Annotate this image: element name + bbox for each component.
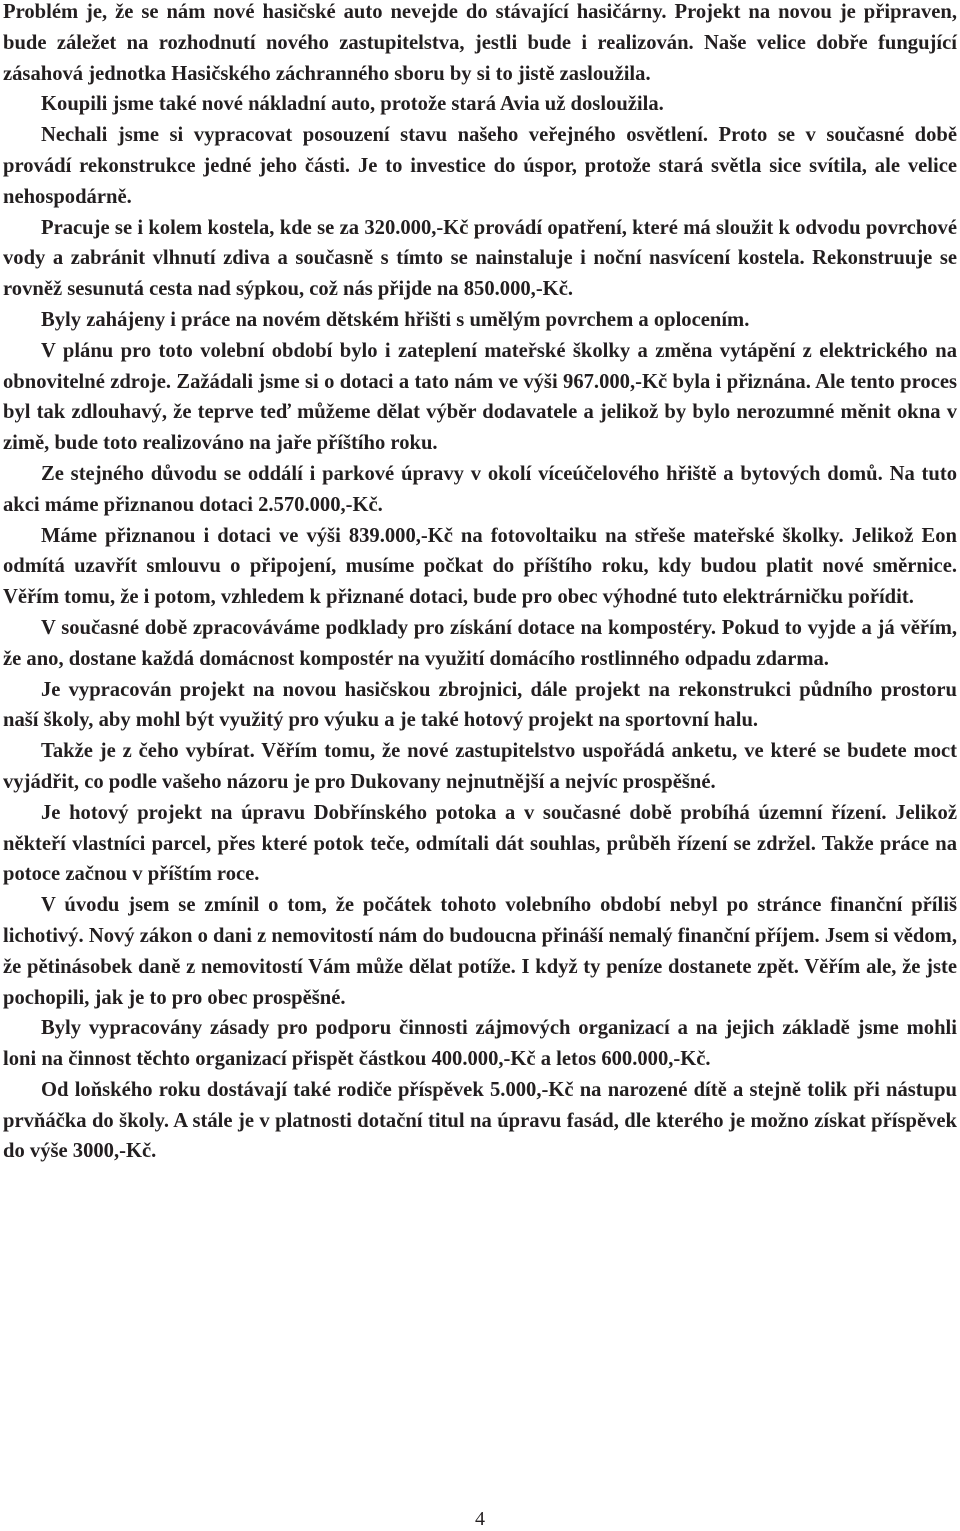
paragraph-organizations: Byly vypracovány zásady pro podporu činnosti zájmových organizací a na jejich základě jsme mohli loni na činnost těchto organizací přispět částkou 400.000,-Kč a letos 600.000,-Kč. (3, 1017, 957, 1071)
paragraph-fire-station: Problém je, že se nám nové hasičské auto nevejde do stávající hasičárny. Projekt na novou je připraven, bude záležet na rozhodnutí nového zastupitelstva, jestli bude i realizován. Naše velice dobře fungující zásahová jednotka Hasičského záchranného sboru by si to jistě zasloužila. (3, 1, 957, 85)
paragraph-photovoltaics: Máme přiznanou i dotaci ve výši 839.000,-Kč na fotovoltaiku na střeše mateřské školky. Jelikož Eon odmítá uzavřít smlouvu o připojení, musíme počkat do příštího roku, kdy budou platit nové směrnice. Věřím tomu, že i potom, vzhledem k přiznané dotaci, bude pro obec výhodné tuto elektrárničku pořídit. (3, 524, 957, 609)
paragraph-composters: V současné době zpracováváme podklady pro získání dotace na kompostéry. Pokud to vyjde a já věřím, že ano, dostane každá domácnost kompostér na využití domácího rostlinného odpadu zdarma. (3, 616, 957, 670)
paragraph-church: Pracuje se i kolem kostela, kde se za 320.000,-Kč provádí opatření, které má sloužit k odvodu povrchové vody a zabránit vlhnutí zdiva a současně s tímto se nainstaluje i noční nasvícení kostela. Rekonstruuje se rovněž sesunutá cesta nad sýpkou, což nás přijde na 850.000,-Kč. (3, 216, 957, 301)
paragraph-playground: Byly zahájeny i práce na novém dětském hřišti s umělým povrchem a oplocením. (41, 308, 750, 331)
paragraph-street-lighting: Nechali jsme si vypracovat posouzení stavu našeho veřejného osvětlení. Proto se v současné době provádí rekonstrukce jedné jeho části. Je to investice do úspor, protože stará světla sice svítila, ale velice nehospodárně. (3, 124, 957, 208)
paragraph-survey: Takže je z čeho vybírat. Věřím tomu, že nové zastupitelstvo uspořádá anketu, ve které se budete moct vyjádřit, co podle vašeho názoru je pro Dukovany nejnutnější a nejvíc prospěšné. (3, 740, 957, 793)
paragraph-projects: Je vypracován projekt na novou hasičskou zbrojnici, dále projekt na rekonstrukci půdního prostoru naší školy, aby mohl být využitý pro výuku a je také hotový projekt na sportovní halu. (3, 678, 957, 732)
page-number: 4 (475, 1508, 485, 1530)
paragraph-park: Ze stejného důvodu se oddálí i parkové úpravy v okolí víceúčelového hřiště a bytových domů. Na tuto akci máme přiznanou dotaci 2.570.000,-Kč. (3, 462, 957, 516)
paragraph-kindergarten-insulation: V plánu pro toto volební období bylo i zateplení mateřské školky a změna vytápění z elektrického na obnovitelné zdroje. Zažádali jsme si o dotaci a tato nám ve výši 967.000,-Kč byla i přiznána. Ale tento proces byl tak zdlouhavý, že teprve teď můžeme dělat výběr dodavatele a jelikož by bylo nerozumné měnit okna v zimě, bude toto realizováno na jaře příštího roku. (3, 339, 957, 455)
article-body (3, 0, 957, 1167)
paragraph-stream: Je hotový projekt na úpravu Dobřínského potoka a v současné době probíhá územní řízení. Jelikož někteří vlastníci parcel, přes které potok teče, odmítali dát souhlas, průběh řízení se zdržel. Takže práce na potoce začnou v příštím roce. (3, 801, 957, 886)
paragraph-allowances: Od loňského roku dostávají také rodiče příspěvek 5.000,-Kč na narozené dítě a stejně tolik při nástupu prvňáčka do školy. A stále je v platnosti dotační titul na úpravu fasád, dle kterého je možno získat příspěvek do výše 3000,-Kč. (3, 1078, 957, 1163)
paragraph-property-tax: V úvodu jsem se zmínil o tom, že počátek tohoto volebního období nebyl po stránce finanční příliš lichotivý. Nový zákon o dani z nemovitostí nám do budoucna přináší nemalý finanční příjem. Jsem si vědom, že pětinásobek daně z nemovitostí Vám může dělat potíže. I když ty peníze dostanete zpět. Věřím ale, že jste pochopili, jak je to pro obec prospěšné. (3, 894, 957, 1009)
paragraph-truck: Koupili jsme také nové nákladní auto, protože stará Avia už dosloužila. (41, 93, 664, 116)
